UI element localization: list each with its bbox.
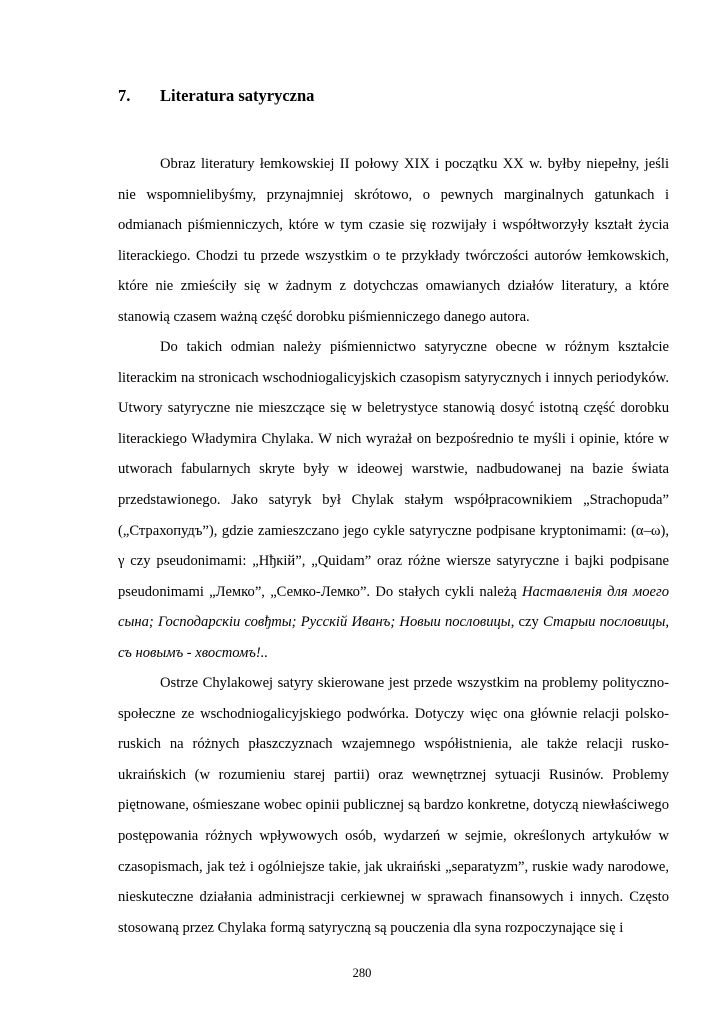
paragraph-3: Ostrze Chylakowej satyry skierowane jest przede wszystkim na problemy polityczno-społeczne ze wschodniogalicyjskiego podwórka. Dotyczy więc ona głównie relacji polsko-ruskich na różnych płaszczyznach wzajemnego współistnienia, ale także relacji rusko-ukraińskich (w rozumieniu starej partii) oraz wewnętrznej sytuacji Rusinów. Problemy piętnowane, ośmieszane wobec opinii publicznej są bardzo konkretne, dotyczą niewłaściwego postępowania różnych wpływowych osób, wydarzeń w sejmie, określonych artykułów w czasopismach, jak też i ogólniejsze takie, jak ukraiński „separatyzm”, ruskie wady narodowe, nieskuteczne działania administracji cerkiewnej w sprawach finansowych i innych. Często stosowaną przez Chylaka formą satyryczną są pouczenia dla syna rozpoczynające się i: [118, 675, 669, 936]
paragraph-2-connector: , czy: [510, 614, 543, 631]
paragraph-1: Obraz literatury łemkowskiej II połowy XIX i początku XX w. byłby niepełny, jeśli nie wspomnielibyśmy, przynajmniej skrótowo, o pewnych marginalnych gatunkach i odmianach piśmienniczych, które w tym czasie się rozwijały i współtworzyły kształt życia literackiego. Chodzi tu przede wszystkim o te przykłady twórczości autorów łemkowskich, które nie zmieściły się w żadnym z dotychczas omawianych działów literatury, a które stanowią czasem ważną część dorobku piśmienniczego danego autora.: [118, 156, 669, 325]
body-text: [118, 149, 669, 943]
paragraph-2-cycle-title-last: Старыи пословицы, съ новымъ - хвостомъ!..: [118, 614, 670, 661]
section-heading: [118, 86, 314, 106]
paragraph-2-text: Do takich odmian należy piśmiennictwo satyryczne obecne w różnym kształcie literackim na stronicach wschodniogalicyjskich czasopism satyrycznych i innych periodyków. Utwory satyryczne nie mieszczące się w beletrystyce stanowią dosyć istotną część dorobku literackiego Władymira Chylaka. W nich wyrażał on bezpośrednio te myśli i opinie, które w utworach fabularnych skryte były w ideowej warstwie, nadbudowanej na bazie świata przedstawionego. Jako satyryk był Chylak stałym współpracownikiem „Strachopuda” („Страхопудъ”), gdzie zamieszczano jego cykle satyryczne podpisane kryptonimami: (α–ω), γ czy pseudonimami: „Нђкій”, „Quidam” oraz różne wiersze satyryczne i bajki podpisane pseudonimami „Лемко”, „Семко-Лемко”. Do stałych cykli należą: [118, 339, 669, 600]
paragraph-2: [118, 332, 669, 668]
section-number: 7.: [118, 86, 131, 105]
paragraph-2-cycle-titles: Наставленія для моего сына; Господарскіи совђты; Русскій Иванъ; Новыи пословицы: [118, 583, 670, 631]
page-number: 280: [352, 966, 372, 980]
section-title: Literatura satyryczna: [160, 86, 315, 105]
